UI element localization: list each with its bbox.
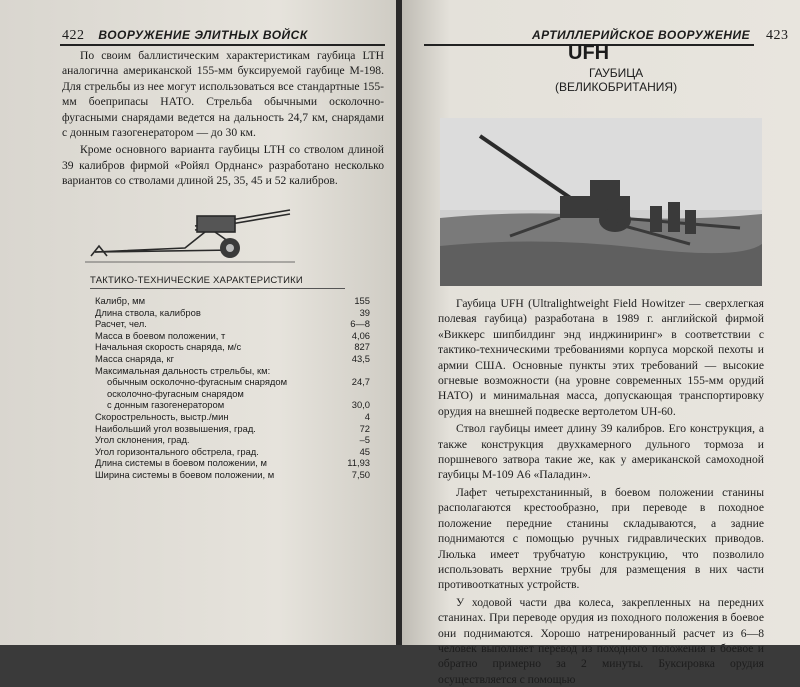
right-paragraph-4: У ходовой части два колеса, закрепленных на передних станинах. При переводе орудия из походного положения в боевое они поднимаются. Хорошо натренированный расчет из 6—8 человек выполняет перевод из походного положения в боевое и обратно примерно за 2 минуты. Буксировка орудия осуществляется с помощью [438, 595, 764, 686]
specs-title: ТАКТИКО-ТЕХНИЧЕСКИЕ ХАРАКТЕРИСТИКИ [90, 275, 303, 286]
left-running-head [62, 28, 308, 44]
article-title: UFH [568, 42, 610, 64]
specs-table [95, 295, 370, 481]
spec-row: Наибольший угол возвышения, град. 72 [95, 422, 370, 434]
spec-row: Начальная скорость снаряда, м/с 827 [95, 341, 370, 353]
left-page-number: 422 [62, 28, 85, 43]
spec-row: Длина системы в боевом положении, м 11,93 [95, 457, 370, 469]
spec-row: Максимальная дальность стрельбы, км: [95, 364, 271, 376]
right-paragraph-1: Гаубица UFH (Ultralightweight Field Howitzer — сверхлегкая полевая гаубица) разработана в 1989 г. английской фирмой «Виккерс шипбилдинг энд инджиниринг» в соответствии с тактико-техническими требованиями корпуса морской пехоты и армии США. Основные пункты этих требований — высокие огневые возможности (на уровне современных 155-мм орудий НАТО) и минимальная масса, допускающая транспортировку орудия на внешней подвеске вертолетом UH-60. [438, 297, 764, 418]
spec-row: Расчет, чел. 6—8 [95, 318, 370, 330]
left-body-text [62, 48, 384, 189]
article-subtitle [555, 66, 677, 94]
left-header-rule [60, 44, 385, 46]
spec-row: Угол горизонтального обстрела, град. 45 [95, 445, 370, 457]
spec-row: Масса снаряда, кг 43,5 [95, 352, 370, 364]
spec-row: Длина ствола, калибров 39 [95, 306, 370, 318]
spec-row: обычным осколочно-фугасным снарядом 24,7 [107, 376, 370, 388]
howitzer-photo [440, 118, 762, 286]
left-running-title: ВООРУЖЕНИЕ ЭЛИТНЫХ ВОЙСК [98, 28, 308, 42]
howitzer-drawing [85, 188, 295, 268]
article-subtitle-country: (ВЕЛИКОБРИТАНИЯ) [555, 80, 678, 94]
left-paragraph-2: Кроме основного варианта гаубицы LTH со стволом длиной 39 калибров фирмой «Ройял Орднанс» разработано несколько вариантов со стволами длиной 25, 35, 45 и 52 калибров. [62, 143, 384, 188]
right-running-title: АРТИЛЛЕРИЙСКОЕ ВООРУЖЕНИЕ [532, 28, 751, 42]
right-page-number: 423 [765, 28, 789, 43]
spec-row: Скорострельность, выстр./мин 4 [95, 410, 370, 422]
spec-row: Масса в боевом положении, т 4,06 [95, 329, 370, 341]
right-body-text [438, 296, 764, 687]
spec-row: Калибр, мм 155 [95, 295, 370, 306]
spec-row: Угол склонения, град. –5 [95, 434, 370, 446]
right-paragraph-3: Лафет четырехстанинный, в боевом положении станины располагаются крестообразно, при переводе в походное положение передние станины складываются, а задние поднимаются с помощью ручных гидравлических приводов. Люлька имеет трубчатую конструкцию, что позволило использовать верхние трубы для размещения в них части противооткатных устройств. [438, 485, 764, 592]
article-subtitle-type: ГАУБИЦА [588, 66, 644, 80]
spec-row: с донным газогенератором 30,0 [107, 399, 370, 411]
left-page [0, 0, 398, 645]
spec-row: осколочно-фугасным снарядом [107, 387, 244, 399]
right-paragraph-2: Ствол гаубицы имеет длину 39 калибров. Его конструкция, а также конструкция двухкамерного дульного тормоза и поршневого затвора такие же, как у американской самоходной гаубицы М-109 А6 «Паладин». [438, 422, 764, 482]
spec-row: Ширина системы в боевом положении, м 7,50 [95, 468, 370, 480]
left-paragraph-1: По своим баллистическим характеристикам гаубица LTH аналогична американской 155-мм буксируемой гаубице М-198. Для стрельбы из нее могут использоваться все стандартные 155-мм боеприпасы НАТО. Стрельба обычными осколочно-фугасными снарядами ведется на дальность 24,7 км, снарядами с донным газогенератором — до 30 км. [62, 49, 384, 140]
specs-rule [90, 288, 345, 289]
